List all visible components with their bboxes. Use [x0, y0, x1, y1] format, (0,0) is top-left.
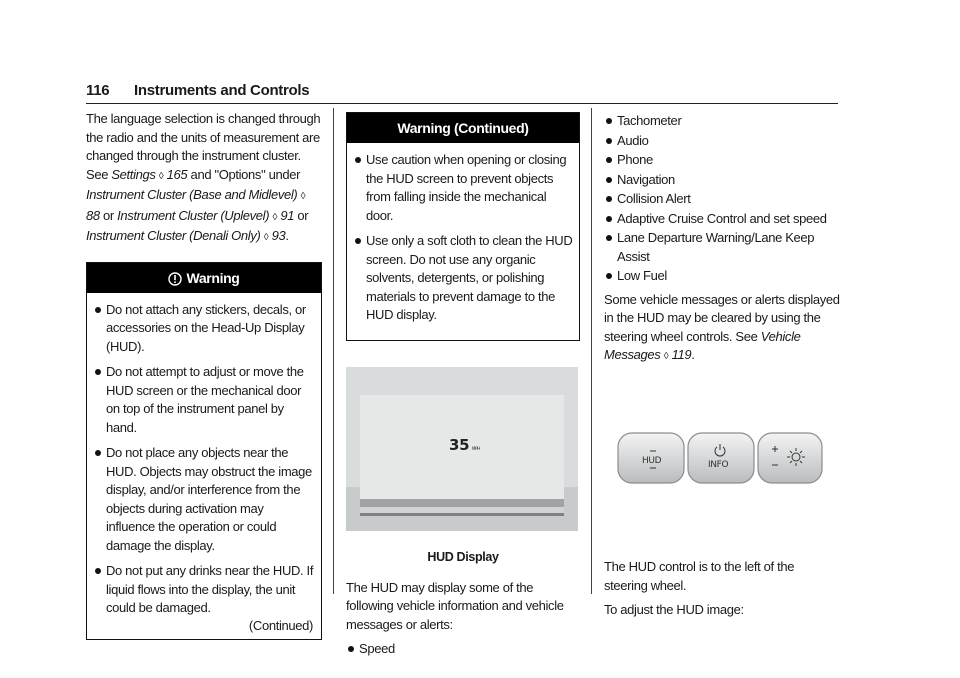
hud-controls-image: [612, 427, 828, 493]
page-ref[interactable]: 165: [166, 166, 188, 182]
page-ref[interactable]: 91: [280, 207, 295, 223]
warning-body: [87, 293, 321, 640]
hud-info-list: [604, 112, 840, 286]
ref-arrow-icon: ◊: [300, 191, 306, 202]
continued-label: (Continued): [248, 617, 313, 633]
adjust-paragraph: To adjust the HUD image:: [604, 602, 744, 617]
cluster-uplevel-link[interactable]: Instrument Cluster (Uplevel): [117, 207, 270, 223]
hud-speed: 35: [449, 435, 470, 454]
cluster-base-link[interactable]: Instrument Cluster (Base and Midlevel): [86, 187, 298, 202]
hud-control-paragraph: The HUD control is to the left of the steering wheel.: [604, 559, 795, 593]
settings-link[interactable]: Settings: [111, 166, 156, 182]
column-left: [86, 110, 322, 640]
list-item: Audio: [604, 132, 840, 151]
list-item: Tachometer: [604, 112, 840, 131]
warning-body: [347, 143, 579, 340]
warning-item: Do not place any objects near the HUD. Objects may obstruct the image display, and/or interference from the objects during activation may influence the operation or could damage the display.: [93, 444, 315, 555]
warning-header: Warning: [87, 263, 321, 293]
image-caption: HUD Display: [427, 550, 499, 564]
page-ref[interactable]: 93: [271, 228, 286, 243]
warning-item: Do not put any drinks near the HUD. If liquid flows into the display, the unit could be damaged.: [93, 562, 315, 618]
column-divider: [333, 108, 334, 594]
hud-unit: MPH: [472, 445, 480, 451]
ref-arrow-icon: ◊: [263, 232, 269, 243]
ref-arrow-icon: ◊: [272, 211, 278, 223]
warning-header: Warning (Continued): [347, 113, 579, 143]
warning-triangle-icon: [168, 272, 182, 286]
page-ref[interactable]: 119: [671, 347, 692, 362]
list-item: Navigation: [604, 171, 840, 190]
list-item: Collision Alert: [604, 190, 840, 209]
page-ref[interactable]: 88: [86, 207, 100, 223]
warning-item: Do not attach any stickers, decals, or accessories on the Head-Up Display (HUD).: [93, 301, 315, 357]
column-right: [604, 112, 840, 626]
warning-box-continued: [346, 112, 580, 341]
warning-box: [86, 262, 322, 641]
list-item: Speed: [346, 640, 580, 659]
list-item: Phone: [604, 151, 840, 170]
list-item: Low Fuel: [604, 267, 840, 286]
page-number: 116: [86, 82, 110, 99]
warning-item: Use only a soft cloth to clean the HUD screen. Do not use any organic solvents, detergents, or polishing materials to prevent damage to the HUD display.: [353, 232, 573, 325]
hud-display-image: [346, 367, 578, 531]
cluster-denali-link[interactable]: Instrument Cluster (Denali Only): [86, 228, 261, 243]
column-divider: [591, 108, 592, 594]
warning-item: Use caution when opening or closing the HUD screen to prevent objects from falling inside the mechanical door.: [353, 151, 573, 225]
list-item: Adaptive Cruise Control and set speed: [604, 210, 840, 229]
hud-info-paragraph: The HUD may display some of the following vehicle information and vehicle messages or alerts:: [346, 579, 564, 632]
ref-arrow-icon: ◊: [663, 351, 669, 362]
section-title: Instruments and Controls: [134, 82, 310, 99]
warning-item: Do not attempt to adjust or move the HUD screen or the mechanical door on top of the instrument panel by hand.: [93, 363, 315, 437]
column-middle: [346, 112, 580, 666]
list-item: Lane Departure Warning/Lane Keep Assist: [604, 229, 840, 266]
hud-button-label: HUD: [642, 455, 662, 466]
info-button-label: INFO: [708, 459, 729, 470]
ref-arrow-icon: ◊: [158, 170, 164, 182]
vehicle-messages-link[interactable]: Vehicle Messages: [604, 328, 801, 362]
messages-paragraph: Some vehicle messages or alerts displayed in the HUD may be cleared by using the steering wheel controls. See Vehicle Messages ◊ 119.: [604, 291, 840, 362]
intro-paragraph: The language selection is changed through the radio and the units of measurement are changed through the instrument cluster. See Settings ◊ 165 and "Options" under Instrument Cluster (Base and Midlevel) ◊ 88 or Instrument Cluster (Uplevel) ◊ 91 or Instrument Cluster (Denali Only) ◊ 93.: [86, 111, 321, 243]
page-header: [86, 82, 838, 104]
